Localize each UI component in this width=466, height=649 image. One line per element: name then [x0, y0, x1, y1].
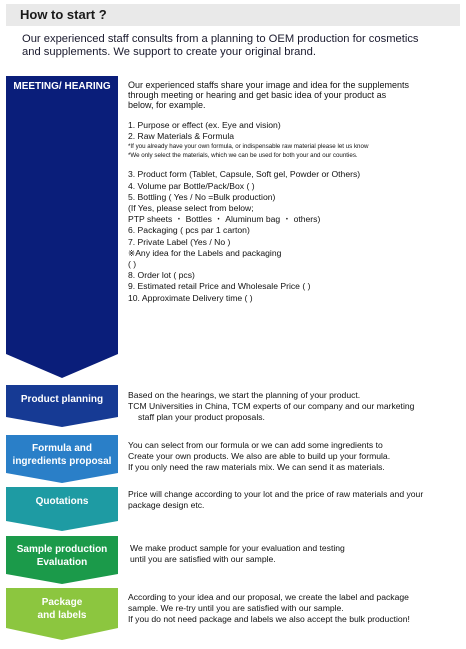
arrow-shape	[6, 385, 118, 427]
step-label-line: Evaluation	[36, 557, 88, 568]
step-label	[6, 442, 118, 468]
step-text-line: sample. We re-try until you are satisfied with our sample.	[128, 603, 344, 614]
step-text-line: package design etc.	[128, 500, 205, 511]
intro-text	[22, 33, 462, 59]
arrow-polygon	[6, 487, 118, 531]
meeting-item: ※Any idea for the Labels and packaging	[128, 247, 282, 258]
step-arrow-sample-production	[6, 536, 118, 584]
arrow-polygon	[6, 385, 118, 427]
intro-line: Our experienced staff consults from a planning to OEM production for cosmetics	[22, 33, 419, 45]
step-text-line: If you do not need package and labels we also accept the bulk production!	[128, 614, 410, 625]
step-label-line: Quotations	[35, 496, 89, 507]
step-arrow-product-planning	[6, 385, 118, 427]
step-text-line: Price will change according to your lot and the price of raw materials and your	[128, 489, 424, 499]
step-label-line: Package	[41, 597, 83, 608]
step-text-quotations	[128, 489, 462, 511]
step-text-line: TCM Universities in China, TCM experts of our company and our marketing	[128, 401, 415, 412]
heading-bar	[6, 4, 460, 26]
step-arrow-meeting	[6, 76, 118, 378]
meeting-item: (If Yes, please select from below;	[128, 203, 254, 214]
step-text-product-planning	[128, 390, 462, 424]
step-text-formula	[128, 440, 462, 474]
step-text-line: According to your idea and our proposal, we create the label and package	[128, 592, 409, 602]
step-label	[6, 543, 118, 569]
step-label-line: Product planning	[20, 394, 104, 405]
arrow-polygon	[6, 76, 118, 378]
meeting-item: 9. Estimated retail Price and Wholesale Price ( )	[128, 281, 311, 292]
intro-line: and supplements. We support to create your original brand.	[22, 46, 316, 58]
page-title: How to start ?	[20, 7, 107, 22]
step-text-line: We make product sample for your evaluation and testing	[130, 543, 345, 553]
meeting-description	[128, 80, 462, 110]
step-arrow-package-labels	[6, 588, 118, 640]
step-text-sample-production	[130, 543, 464, 565]
arrow-shape	[6, 76, 118, 378]
step-text-package-labels	[128, 592, 462, 626]
step-text-line: until you are satisfied with our sample.	[130, 554, 276, 565]
meeting-item: 8. Order lot ( pcs)	[128, 270, 195, 281]
step-label	[6, 495, 118, 508]
step-label-line: MEETING/ HEARING	[13, 81, 111, 92]
step-label	[6, 596, 118, 622]
desc-line: through meeting or hearing and get basic idea of your product as	[128, 90, 387, 100]
meeting-item: 5. Bottling ( Yes / No =Bulk production)	[128, 191, 276, 202]
meeting-item: ( )	[128, 259, 137, 270]
step-label-line: Formula and	[31, 443, 92, 454]
desc-line: below, for example.	[128, 100, 206, 110]
step-label	[6, 80, 118, 93]
meeting-item: 10. Approximate Delivery time ( )	[128, 292, 253, 303]
step-label-line: Sample production	[16, 544, 108, 555]
meeting-details	[128, 80, 462, 304]
desc-line: Our experienced staffs share your image and idea for the supplements	[128, 80, 409, 90]
step-label	[6, 393, 118, 406]
meeting-item: 1. Purpose or effect (ex. Eye and vision)	[128, 120, 281, 130]
meeting-item: 4. Volume par Bottle/Pack/Box ( )	[128, 180, 255, 191]
step-arrow-quotations	[6, 487, 118, 531]
meeting-item: 7. Private Label (Yes / No )	[128, 236, 231, 247]
step-label-line: and labels	[37, 610, 87, 621]
arrow-shape	[6, 487, 118, 531]
meeting-note: *If you already have your own formula, or indispensable raw material please let us know	[128, 143, 369, 151]
meeting-note: *We only select the materials, which we can be used for both your and our counties.	[128, 152, 358, 160]
meeting-item: 6. Packaging ( pcs par 1 carton)	[128, 225, 250, 236]
meeting-item: PTP sheets ・ Bottles ・ Aluminum bag ・ others)	[128, 214, 321, 225]
step-label-line: ingredients proposal	[12, 456, 112, 467]
step-arrow-formula	[6, 435, 118, 483]
step-text-line: If you only need the raw materials mix. We can send it as materials.	[128, 462, 385, 473]
meeting-item: 2. Raw Materials & Formula	[128, 131, 235, 142]
meeting-item: 3. Product form (Tablet, Capsule, Soft gel, Powder or Others)	[128, 169, 361, 180]
step-text-line: Based on the hearings, we start the planning of your product.	[128, 390, 361, 400]
step-text-line: You can select from our formula or we can add some ingredients to	[128, 440, 383, 450]
step-text-line: Create your own products. We also are able to build up your formula.	[128, 451, 391, 462]
step-text-line: staff plan your product proposals.	[138, 412, 265, 423]
